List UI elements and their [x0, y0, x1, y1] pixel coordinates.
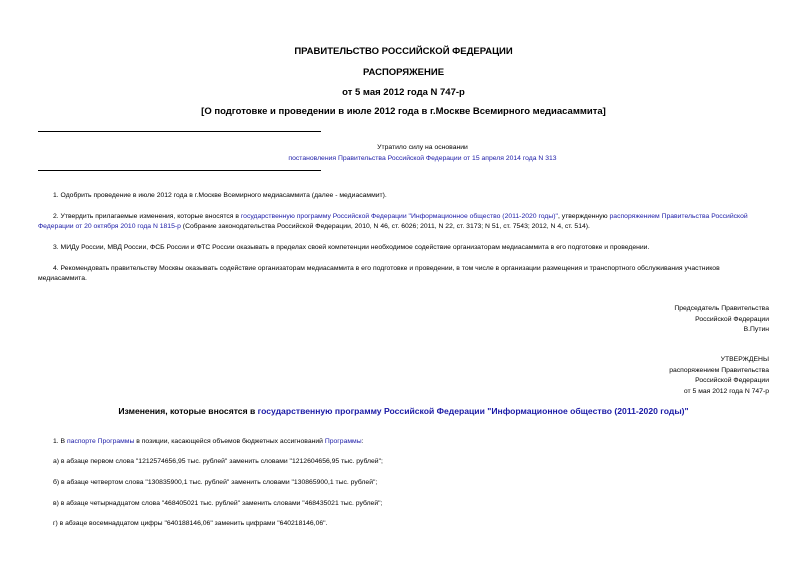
change-subitem-a: а) в абзаце первом слова "1212574656,95 тыс. рублей" заменить словами "1212604656,95 тыс. рублей"; [53, 458, 383, 465]
approved-title: УТВЕРЖДЕНЫ [720, 356, 769, 363]
signature-block [674, 304, 769, 336]
change-item-1-text-a: 1. В [53, 438, 67, 445]
notice-line: Утратило силу на основании [377, 144, 468, 151]
repeal-decree-link[interactable]: постановления Правительства Российской Федерации от 15 апреля 2014 года N 313 [288, 155, 557, 162]
paragraph-2-text-a: 2. Утвердить прилагаемые изменения, которые вносятся в [53, 213, 241, 220]
change-item-1-text-c: : [361, 438, 364, 445]
government-title: ПРАВИТЕЛЬСТВО РОССИЙСКОЙ ФЕДЕРАЦИИ [294, 46, 513, 57]
program-passport-link[interactable]: паспорте Программы [66, 438, 135, 445]
paragraph-1: 1. Одобрить проведение в июле 2012 года в г.Москве Всемирного медиасаммита (далее - медиасаммит). [53, 192, 387, 199]
paragraph-2-text-b: , утвержденную [557, 213, 610, 220]
paragraph-2-text-c: (Собрание законодательства Российской Федерации, 2010, N 46, ст. 6026; 2011, N 22, ст. 3173; N 51, ст. 7543; 2012, N 4, ст. 514). [180, 222, 590, 230]
changes-program-link[interactable]: государственную программу Российской Федерации "Информационное общество (2011-2020 годы)" [257, 406, 689, 416]
approved-date: от 5 мая 2012 года N 747-р [683, 387, 769, 395]
document-date-number: от 5 мая 2012 года N 747-р [342, 87, 465, 98]
changes-heading [0, 406, 807, 416]
change-item-1-text-b: в позиции, касающейся объемов бюджетных ассигнований [134, 438, 325, 445]
state-program-link[interactable]: государственную программу Российской Федерации "Информационное общество (2011-2020 годы)" [240, 213, 558, 220]
change-subitem-g: г) в абзаце восемнадцатом цифры "640188146,06" заменить цифрами "640218146,06". [53, 520, 328, 527]
paragraph-3: 3. МИДу России, МВД России, ФСБ России и ФТС России оказывать в пределах своей компетенции необходимое содействие организаторам медиасаммита в его подготовке и проведении. [53, 244, 650, 251]
signature-position: Председатель Правительства [674, 305, 769, 312]
approved-by: распоряжением Правительства [669, 366, 769, 374]
decree-1815-link[interactable]: распоряжением Правительства Российской Федерации от 20 октября 2010 года N 1815-р [38, 213, 748, 230]
approved-block [669, 355, 769, 397]
program-link[interactable]: Программы [324, 438, 362, 445]
divider-bottom [38, 170, 321, 171]
signature-country: Российской Федерации [695, 315, 769, 323]
changes-heading-text: Изменения, которые вносятся в [118, 406, 258, 416]
paragraph-4: 4. Рекомендовать правительству Москвы оказывать содействие организаторам медиасаммита в его подготовке и проведении, в том числе в организации размещения и транспортного обслуживания участников медиасаммита. [38, 265, 720, 282]
divider-top [38, 131, 321, 132]
notice-link-line [240, 155, 605, 162]
paragraph-2 [38, 212, 770, 231]
change-subitem-v: в) в абзаце четырнадцатом слова "468405021 тыс. рублей" заменить словами "468435021 тыс. рублей"; [53, 500, 383, 507]
document-title: [О подготовке и проведении в июле 2012 года в г.Москве Всемирного медиасаммита] [201, 106, 606, 117]
change-item-1 [53, 438, 363, 445]
signature-name: В.Путин [743, 326, 769, 334]
change-subitem-b: б) в абзаце четвертом слова "130835900,1 тыс. рублей" заменить словами "130865900,1 тыс. рублей"; [53, 479, 378, 486]
approved-country: Российской Федерации [695, 377, 769, 385]
document-type: РАСПОРЯЖЕНИЕ [362, 67, 445, 78]
